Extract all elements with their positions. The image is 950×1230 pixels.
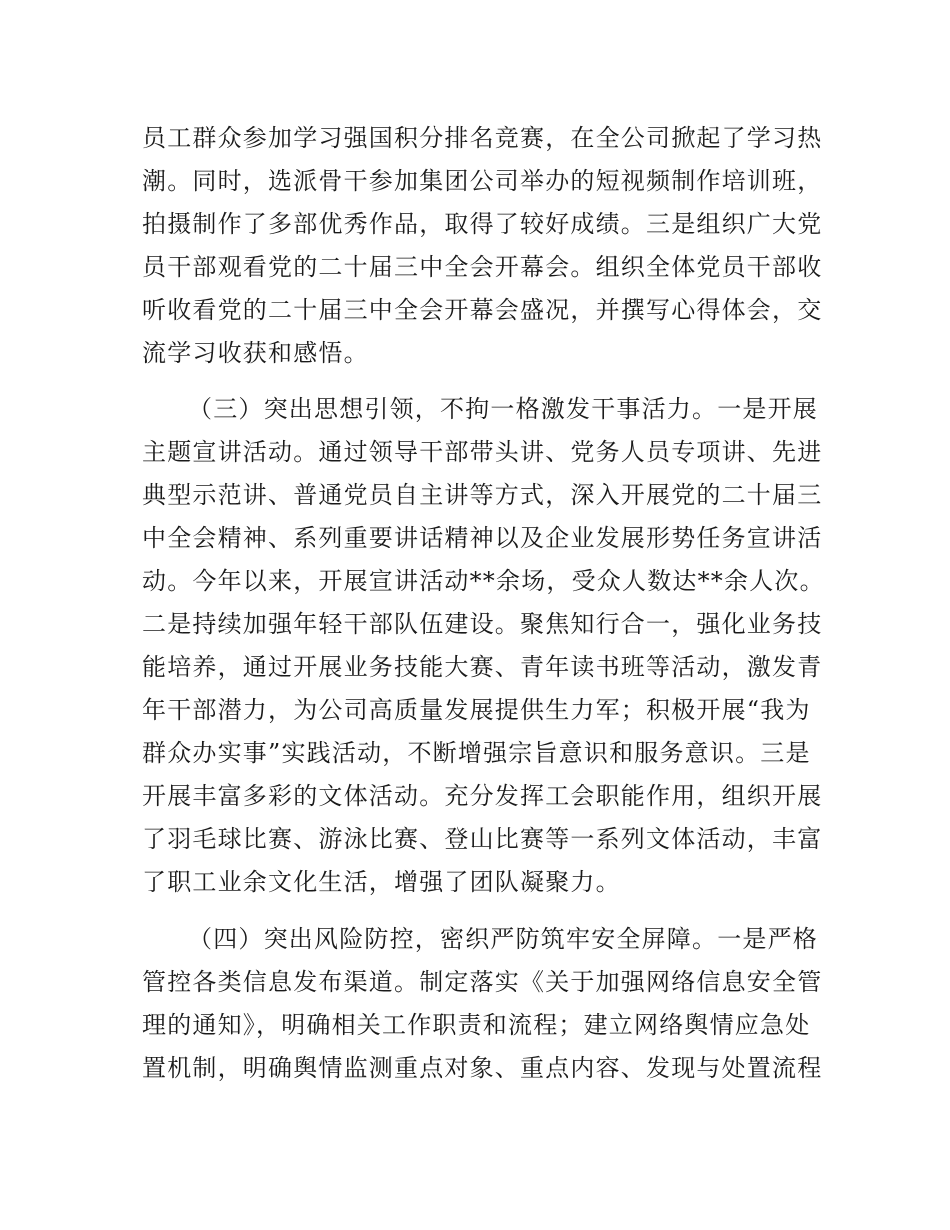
paragraph-2-line-9: 群众办实事”实践活动，不断增强宗旨意识和服务意识。三是	[142, 739, 811, 767]
paragraph-2-line-6: 二是持续加强年轻干部队伍建设。聚焦知行合一，强化业务技	[142, 610, 823, 638]
paragraph-2-line-5: 动。今年以来，开展宣讲活动**余场，受众人数达**余人次。	[142, 567, 825, 595]
paragraph-3-line-4: 置机制，明确舆情监测重点对象、重点内容、发现与处置流程	[142, 1054, 823, 1082]
paragraph-1-line-4: 员干部观看党的二十届三中全会开幕会。组织全体党员干部收	[142, 253, 823, 281]
paragraph-2-line-2: 主题宣讲活动。通过领导干部带头讲、党务人员专项讲、先进	[142, 438, 823, 466]
paragraph-2-line-4: 中全会精神、系列重要讲话精神以及企业发展形势任务宣讲活	[142, 524, 823, 552]
paragraph-2-line-1: （三）突出思想引领，不拘一格激发干事活力。一是开展	[188, 395, 818, 423]
paragraph-2-line-3: 典型示范讲、普通党员自主讲等方式，深入开展党的二十届三	[142, 481, 823, 509]
paragraph-1-line-3: 拍摄制作了多部优秀作品，取得了较好成绩。三是组织广大党	[142, 210, 823, 238]
paragraph-1-line-5: 听收看党的二十届三中全会开幕会盛况，并撰写心得体会，交	[142, 296, 823, 324]
paragraph-1-line-2: 潮。同时，选派骨干参加集团公司举办的短视频制作培训班，	[142, 167, 823, 195]
paragraph-2-line-11: 了羽毛球比赛、游泳比赛、登山比赛等一系列文体活动，丰富	[142, 825, 823, 853]
paragraph-2-line-10: 开展丰富多彩的文体活动。充分发挥工会职能作用，组织开展	[142, 782, 823, 810]
paragraph-1-line-1: 员工群众参加学习强国积分排名竞赛，在全公司掀起了学习热	[142, 124, 823, 152]
paragraph-2-line-7: 能培养，通过开展业务技能大赛、青年读书班等活动，激发青	[142, 653, 823, 681]
paragraph-2-line-8: 年干部潜力，为公司高质量发展提供生力军；积极开展“我为	[142, 696, 811, 724]
paragraph-2-line-12: 了职工业余文化生活，增强了团队凝聚力。	[142, 868, 621, 896]
paragraph-3-line-2: 管控各类信息发布渠道。制定落实《关于加强网络信息安全管	[142, 968, 823, 996]
paragraph-3-line-1: （四）突出风险防控，密织严防筑牢安全屏障。一是严格	[188, 925, 818, 953]
paragraph-3-line-3: 理的通知》，明确相关工作职责和流程；建立网络舆情应急处	[142, 1011, 811, 1039]
paragraph-1-line-6: 流学习收获和感悟。	[142, 339, 369, 367]
